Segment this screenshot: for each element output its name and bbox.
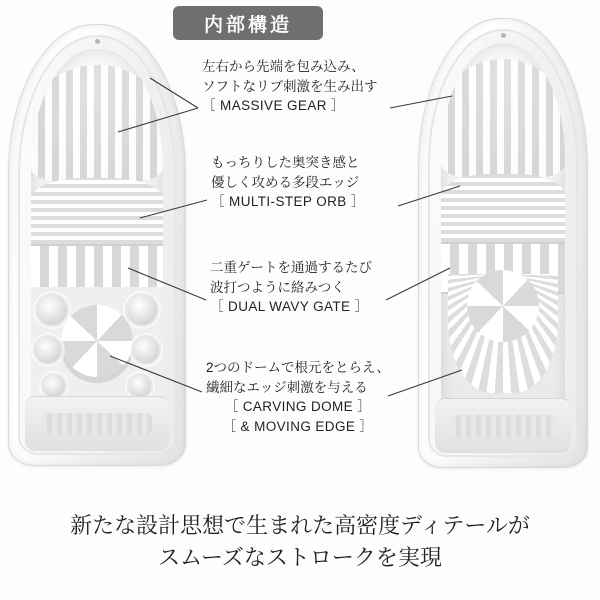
product-cutaway-left	[8, 24, 186, 466]
texture-multi-step-orb	[31, 178, 163, 248]
cap-vent-dot-icon	[95, 39, 100, 44]
product-cutaway-right	[418, 18, 588, 468]
callout-en-label-2: ［ & MOVING EDGE ］	[222, 418, 374, 434]
callout-ja-line2: 繊細なエッジ刺激を与える	[206, 379, 368, 395]
callout-ja-line2: ソフトなリブ刺激を生み出す	[202, 78, 378, 94]
callout-ja-line2: 優しく攻める多段エッジ	[211, 174, 360, 190]
device-base-band	[435, 398, 571, 453]
callout-multi-step-orb	[211, 153, 365, 212]
callout-en-label: ［ DUAL WAVY GATE ］	[210, 299, 369, 315]
cog-icon	[127, 373, 153, 399]
texture-massive-gear	[441, 59, 565, 178]
bottom-caption	[0, 510, 600, 574]
page-title	[173, 6, 323, 40]
page-title-text: 内部構造	[203, 14, 292, 36]
device-base-band	[25, 396, 169, 451]
callout-ja-line2: 波打つように絡みつく	[210, 279, 345, 295]
caption-line-2: スムーズなストロークを実現	[158, 544, 442, 570]
callout-en-label: ［ MASSIVE GEAR ］	[202, 98, 345, 114]
cog-icon	[33, 335, 63, 365]
carving-dome-swirl	[467, 270, 539, 342]
caption-line-1: 新たな設計思想で生まれた高密度ディテールが	[70, 513, 530, 538]
callout-ja-line1: 2つのドームで根元をとらえ、	[206, 360, 390, 375]
cog-icon	[41, 373, 67, 399]
cog-icon	[131, 335, 161, 365]
device-inner-cavity	[441, 43, 565, 441]
callout-massive-gear	[202, 57, 378, 116]
callout-carving-dome-moving-edge	[206, 358, 390, 436]
callout-ja-line1: 左右から先端を包み込み、	[202, 59, 365, 74]
callout-dual-wavy-gate	[210, 258, 372, 317]
texture-multi-step-orb	[441, 174, 565, 246]
texture-massive-gear	[31, 65, 163, 182]
callout-ja-line1: 二重ゲートを通過するたび	[210, 260, 372, 275]
device-inner-cavity	[31, 49, 163, 439]
texture-moving-edge-cogs	[31, 287, 163, 396]
cap-vent-dot-icon	[501, 33, 506, 38]
callout-en-label: ［ CARVING DOME ］	[224, 399, 372, 415]
callout-en-label: ［ MULTI-STEP ORB ］	[211, 194, 365, 210]
cog-icon	[125, 293, 159, 327]
cog-icon	[35, 293, 69, 327]
callout-ja-line1: もっちりした奥突き感と	[211, 155, 360, 170]
